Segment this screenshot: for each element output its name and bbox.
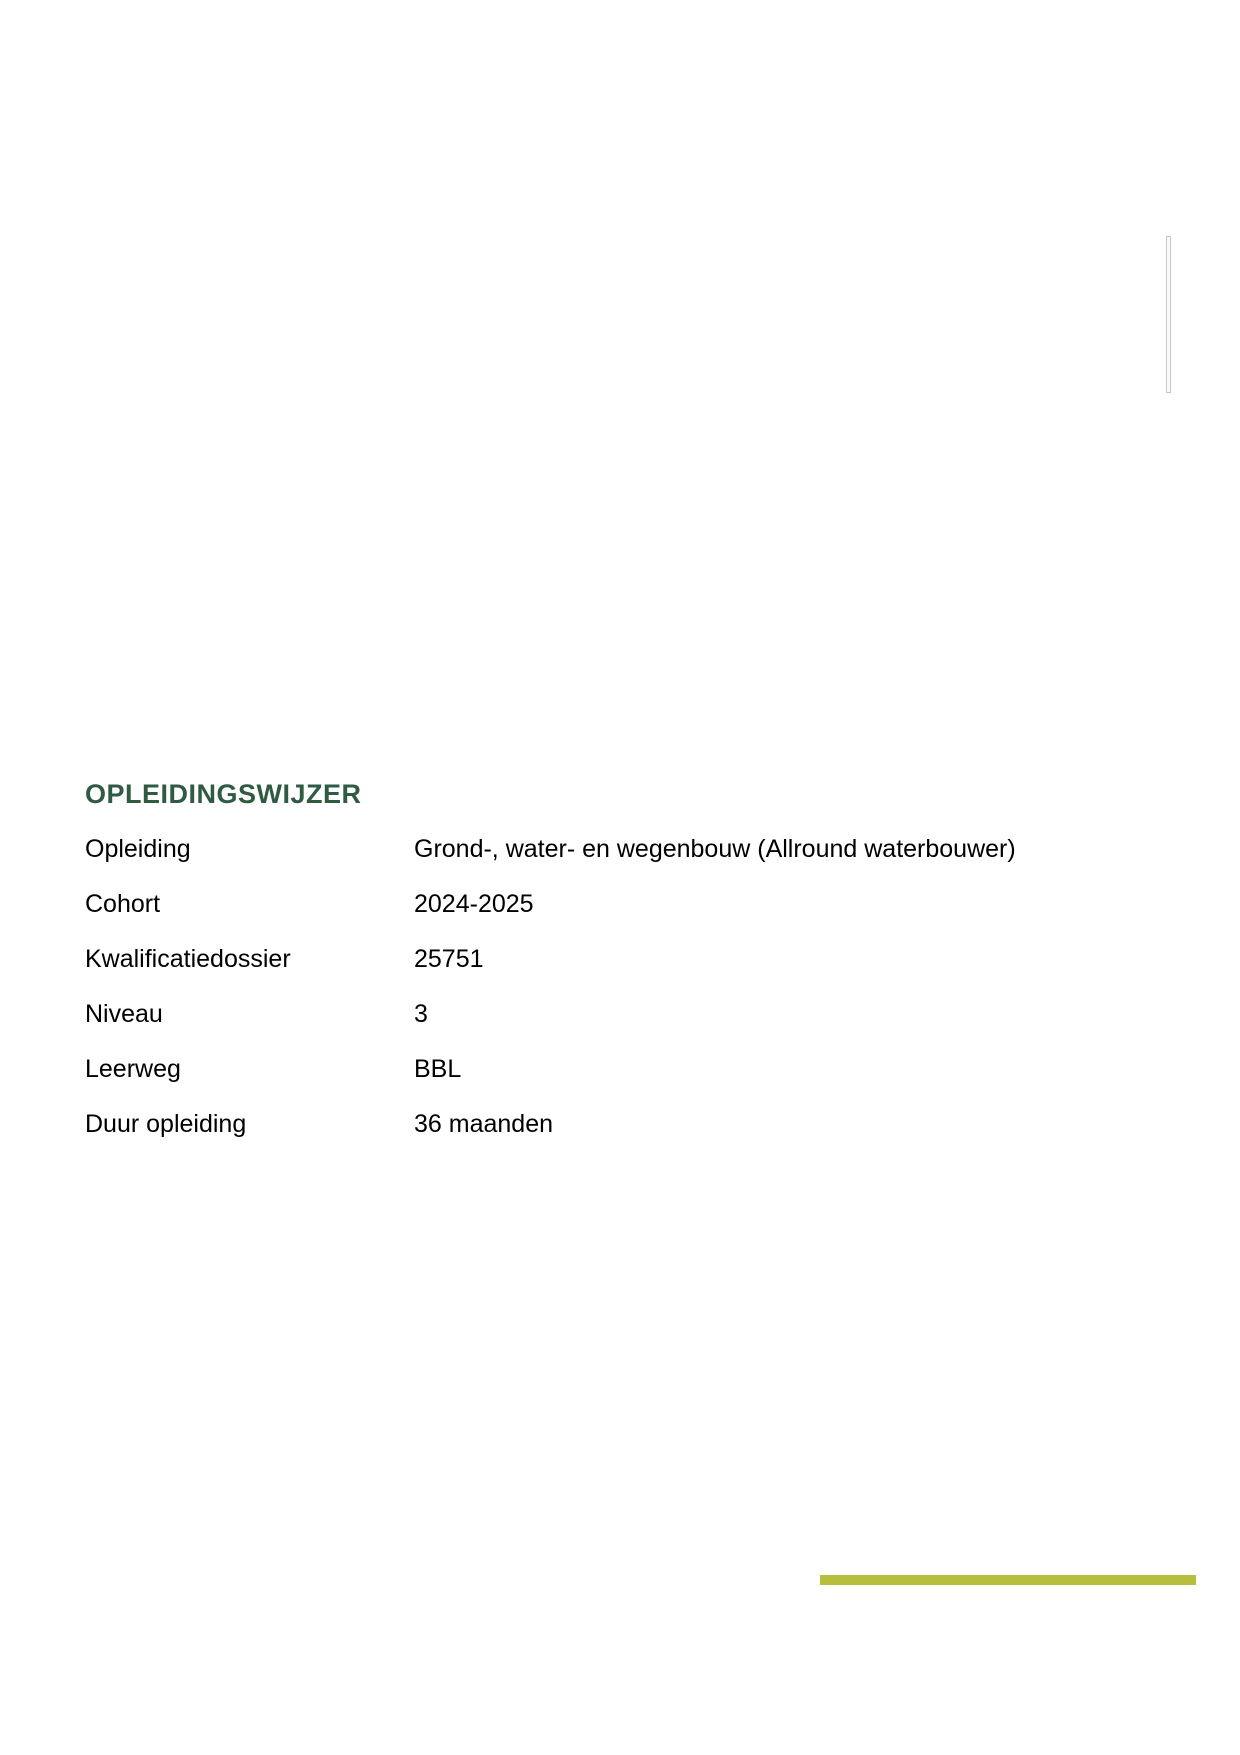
- info-label: Leerweg: [85, 1055, 181, 1083]
- info-value: 2024-2025: [414, 890, 534, 918]
- info-row-leerweg: [85, 1052, 1085, 1107]
- info-label: Opleiding: [85, 835, 191, 863]
- info-row-cohort: [85, 887, 1085, 942]
- info-label: Kwalificatiedossier: [85, 945, 291, 973]
- info-value: 3: [414, 1000, 428, 1028]
- info-row-niveau: [85, 997, 1085, 1052]
- info-row-duur-opleiding: [85, 1107, 1085, 1162]
- document-title: OPLEIDINGSWIJZER: [85, 779, 362, 809]
- info-row-opleiding: [85, 832, 1085, 887]
- info-value: 36 maanden: [414, 1110, 554, 1138]
- info-label: Duur opleiding: [85, 1110, 247, 1138]
- info-label: Niveau: [85, 1000, 163, 1028]
- accent-bar: [820, 1575, 1196, 1585]
- info-value: 25751: [414, 945, 484, 973]
- info-value: Grond-, water- en wegenbouw (Allround waterbouwer): [414, 835, 1016, 863]
- vertical-marker: [1166, 236, 1171, 393]
- info-table: [85, 832, 1085, 1162]
- info-row-kwalificatiedossier: [85, 942, 1085, 997]
- info-label: Cohort: [85, 890, 161, 918]
- info-value: BBL: [414, 1055, 462, 1083]
